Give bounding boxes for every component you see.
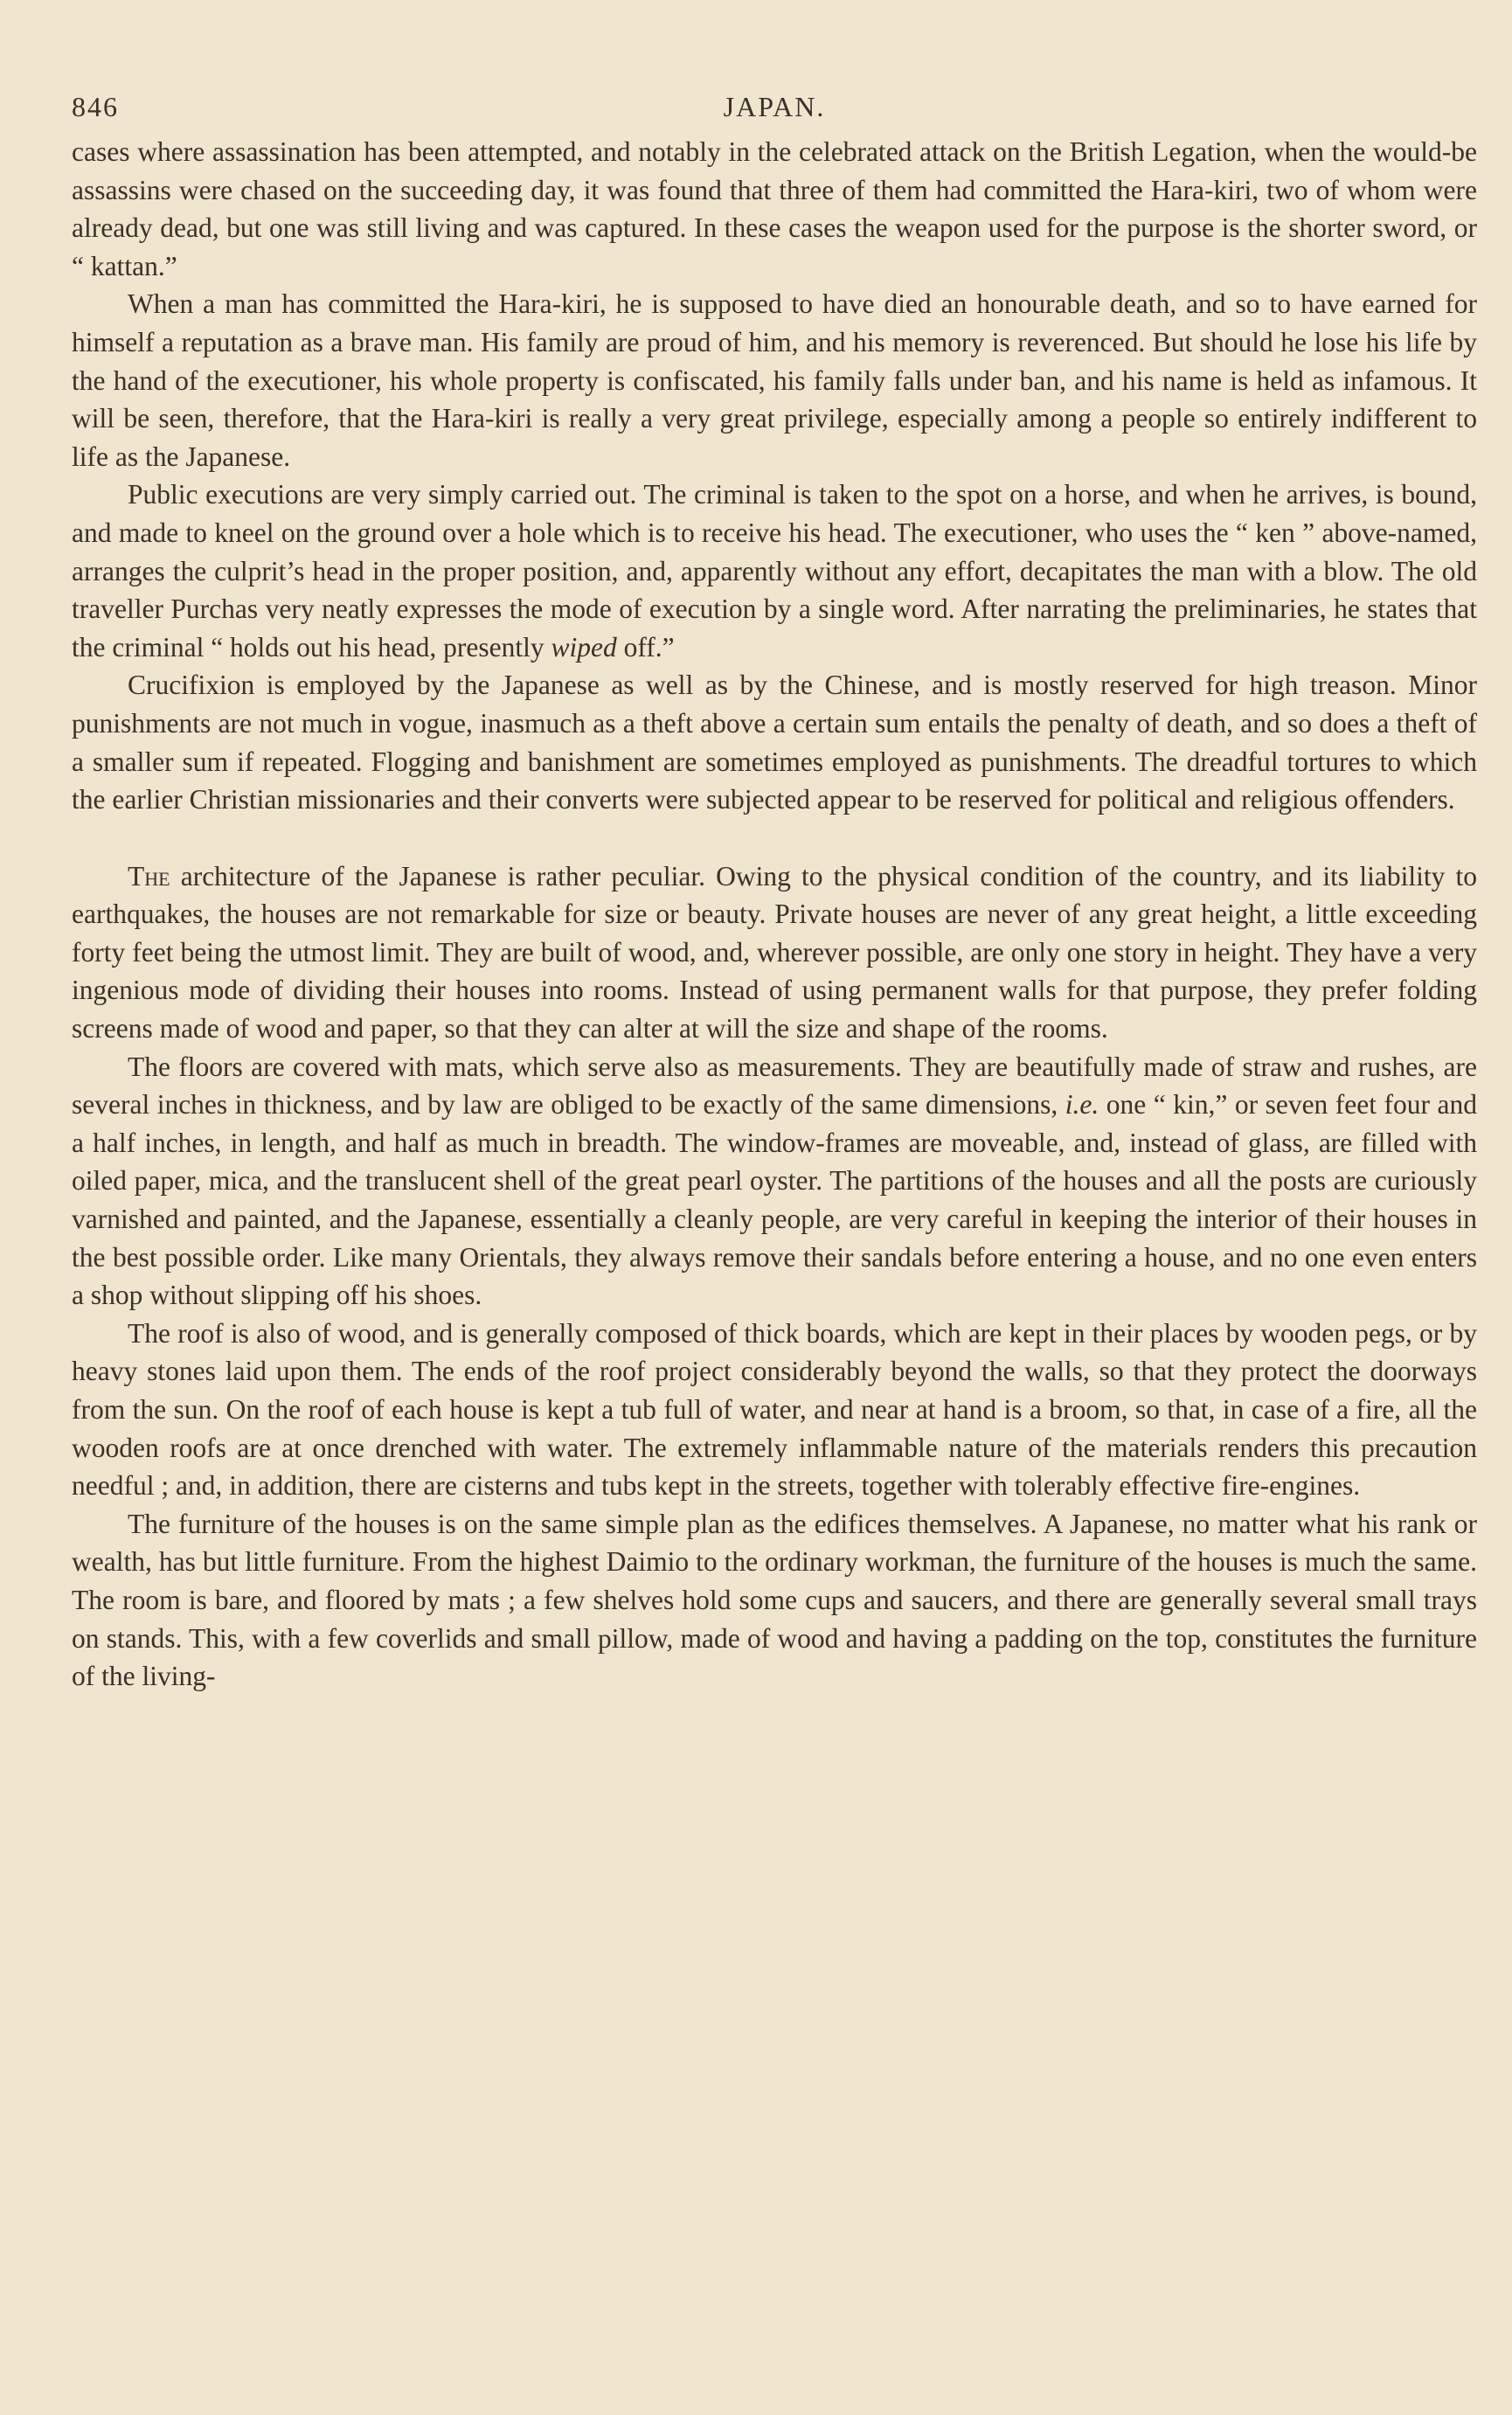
paragraph-text: architecture of the Japanese is rather peculiar. Owing to the physical condition of the country, and its liability to earthquakes, the houses are not remarkable for size or beauty. Private houses are never of any great height, a little exceeding forty feet being the utmost limit. They are built of wood, and, wherever possible, are only one story in height. They have a very ingenious mode of dividing their houses into rooms. Instead of using permanent walls for that purpose, they prefer folding screens made of wood and paper, so that they can alter at will the size and shape of the rooms.	[72, 860, 1477, 1044]
emphasis-ie: i.e.	[1065, 1089, 1099, 1121]
paragraph-honourable-death: When a man has committed the Hara-kiri, he is supposed to have died an honourable death, and so to have earned for himself a reputation as a brave man. His family are proud of him, and his memory is reverenced. But should he lose his life by the hand of the executioner, his whole property is confiscated, his family falls under ban, and his name is held as infamous. It will be seen, therefore, that the Hara-kiri is really a very great privilege, especially among a people so entirely indifferent to life as the Japanese.	[72, 288, 1477, 472]
running-head	[72, 80, 1477, 133]
paragraph-text: one “ kin,” or seven feet four and a half inches, in length, and half as much in breadth. The window-frames are moveable, and, instead of glass, are filled with oiled paper, mica, and the translucent shell of the great pearl oyster. The partitions of the houses and all the posts are curiously varnished and painted, and the Japanese, essentially a cleanly people, are very careful in keeping the interior of their houses in the best possible order. Like many Orientals, they always remove their sandals before entering a house, and no one even enters a shop without slipping off his shoes.	[72, 1089, 1477, 1311]
section-lead-word: The	[128, 860, 170, 892]
emphasis-wiped: wiped	[551, 631, 617, 663]
paragraph-roof: The roof is also of wood, and is generally composed of thick boards, which are kept in their places by wooden pegs, or by heavy stones laid upon them. The ends of the roof project considerably beyond the walls, so that they protect the doorways from the sun. On the roof of each house is kept a tub full of water, and near at hand is a broom, so that, in case of a fire, all the wooden roofs are at once drenched with water. The extremely inflammable nature of the materials renders this precaution needful ; and, in addition, there are cisterns and tubs kept in the streets, together with tolerably effective fire-engines.	[72, 1317, 1477, 1502]
paragraph-text: off.”	[616, 631, 675, 663]
paragraph-public-executions	[72, 475, 1477, 666]
paragraph-architecture	[72, 857, 1477, 1048]
paragraph-hara-kiri-cases: cases where assassination has been attempted, and notably in the celebrated attack on the British Legation, when the would-be assassins were chased on the succeeding day, it was found that three of them had committed the Hara-kiri, two of whom were already dead, but one was still living and was captured. In these cases the weapon used for the purpose is the shorter sword, or “ kattan.”	[72, 136, 1477, 281]
page-number: 846	[72, 91, 119, 122]
body-text	[72, 133, 1477, 1696]
book-page	[72, 80, 1477, 2379]
running-title: JAPAN.	[723, 91, 826, 122]
paragraph-text: The floors are covered with mats, which serve also as measurements. They are beautifully made of straw and rushes, are several inches in thickness, and by law are obliged to be exactly of the same dimensions,	[72, 1051, 1477, 1121]
paragraph-floors	[72, 1048, 1477, 1315]
paragraph-furniture: The furniture of the houses is on the same simple plan as the edifices themselves. A Japanese, no matter what his rank or wealth, has but little furniture. From the highest Daimio to the ordinary workman, the furniture of the houses is much the same. The room is bare, and floored by mats ; a few shelves hold some cups and saucers, and there are generally several small trays on stands. This, with a few coverlids and small pillow, made of wood and having a padding on the top, constitutes the furniture of the living-	[72, 1508, 1477, 1692]
paragraph-crucifixion: Crucifixion is employed by the Japanese as well as by the Chinese, and is mostly reserved for high treason. Minor punishments are not much in vogue, inasmuch as a theft above a certain sum entails the penalty of death, and so does a theft of a smaller sum if repeated. Flogging and banishment are sometimes employed as punishments. The dreadful tortures to which the earlier Christian missionaries and their converts were subjected appear to be reserved for political and religious offenders.	[72, 670, 1477, 815]
paragraph-text: Public executions are very simply carried out. The criminal is taken to the spot on a horse, and when he arrives, is bound, and made to kneel on the ground over a hole which is to receive his head. The executioner, who uses the “ ken ” above-named, arranges the culprit’s head in the proper position, and, apparently without any effort, decapitates the man with a blow. The old traveller Purchas very neatly expresses the mode of execution by a single word. After narrating the preliminaries, he states that the criminal “ holds out his head, presently	[72, 479, 1477, 663]
